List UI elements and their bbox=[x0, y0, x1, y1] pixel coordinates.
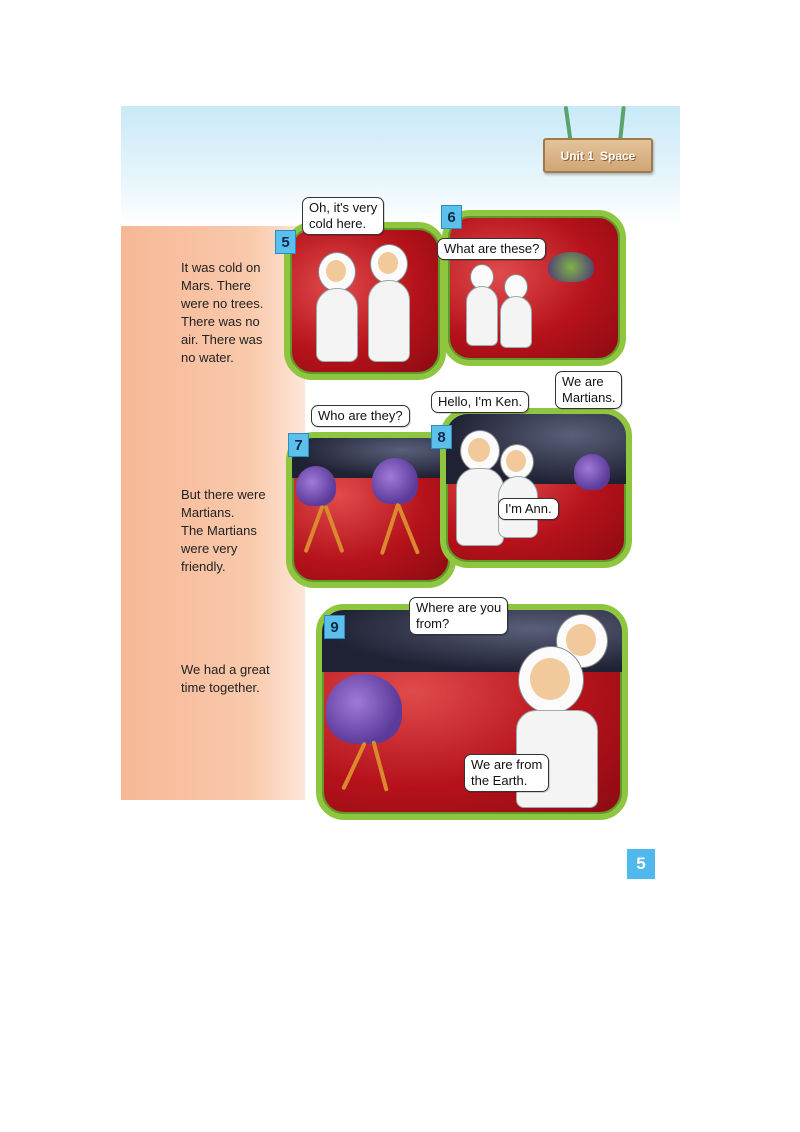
narration-2: But there were Martians. The Martians were very friendly. bbox=[181, 487, 266, 574]
astronaut-suit bbox=[316, 288, 358, 362]
martian-leg bbox=[324, 505, 345, 553]
astronaut-face bbox=[530, 658, 570, 700]
comic-panel-6 bbox=[442, 210, 626, 366]
astronaut-face bbox=[506, 450, 526, 472]
speech-bubble: Where are you from? bbox=[409, 597, 508, 635]
speech-bubble: I'm Ann. bbox=[498, 498, 559, 520]
astronaut-face bbox=[566, 624, 596, 656]
panel-number-8: 8 bbox=[431, 425, 452, 449]
panel-number-6: 6 bbox=[441, 205, 462, 229]
speech-bubble: Oh, it's very cold here. bbox=[302, 197, 384, 235]
martian bbox=[372, 458, 418, 504]
speech-bubble: Who are they? bbox=[311, 405, 410, 427]
martian bbox=[574, 454, 610, 490]
alien-plants bbox=[548, 252, 594, 282]
astronaut-suit bbox=[466, 286, 498, 346]
astronaut-face bbox=[468, 438, 490, 462]
martian bbox=[326, 674, 402, 744]
martian-leg bbox=[371, 740, 388, 791]
unit-label: Unit 1 bbox=[560, 148, 594, 163]
astronaut-suit bbox=[368, 280, 410, 362]
unit-sign bbox=[543, 138, 653, 173]
martian-leg bbox=[380, 503, 400, 556]
comic-panel-5 bbox=[284, 222, 446, 380]
panel-number-5: 5 bbox=[275, 230, 296, 254]
comic-panel-8 bbox=[440, 408, 632, 568]
panel-number-9: 9 bbox=[324, 615, 345, 639]
astronaut-face bbox=[378, 252, 398, 274]
martian-leg bbox=[396, 503, 420, 555]
martian-leg bbox=[304, 505, 325, 553]
narration-1: It was cold on Mars. There were no trees. There was no air. There was no water. bbox=[181, 260, 264, 365]
astronaut-face bbox=[326, 260, 346, 282]
narration-3: We had a great time together. bbox=[181, 662, 270, 695]
panel-number-7: 7 bbox=[288, 433, 309, 457]
speech-bubble: What are these? bbox=[437, 238, 546, 260]
page-number: 5 bbox=[627, 849, 655, 879]
astronaut-suit bbox=[500, 296, 532, 348]
martian-leg bbox=[341, 742, 367, 791]
topic-label: Space bbox=[599, 148, 636, 163]
speech-bubble: We are Martians. bbox=[555, 371, 622, 409]
martian bbox=[296, 466, 336, 506]
speech-bubble: We are from the Earth. bbox=[464, 754, 549, 792]
speech-bubble: Hello, I'm Ken. bbox=[431, 391, 529, 413]
astronaut-suit bbox=[456, 468, 504, 546]
comic-panel-7 bbox=[286, 432, 456, 588]
